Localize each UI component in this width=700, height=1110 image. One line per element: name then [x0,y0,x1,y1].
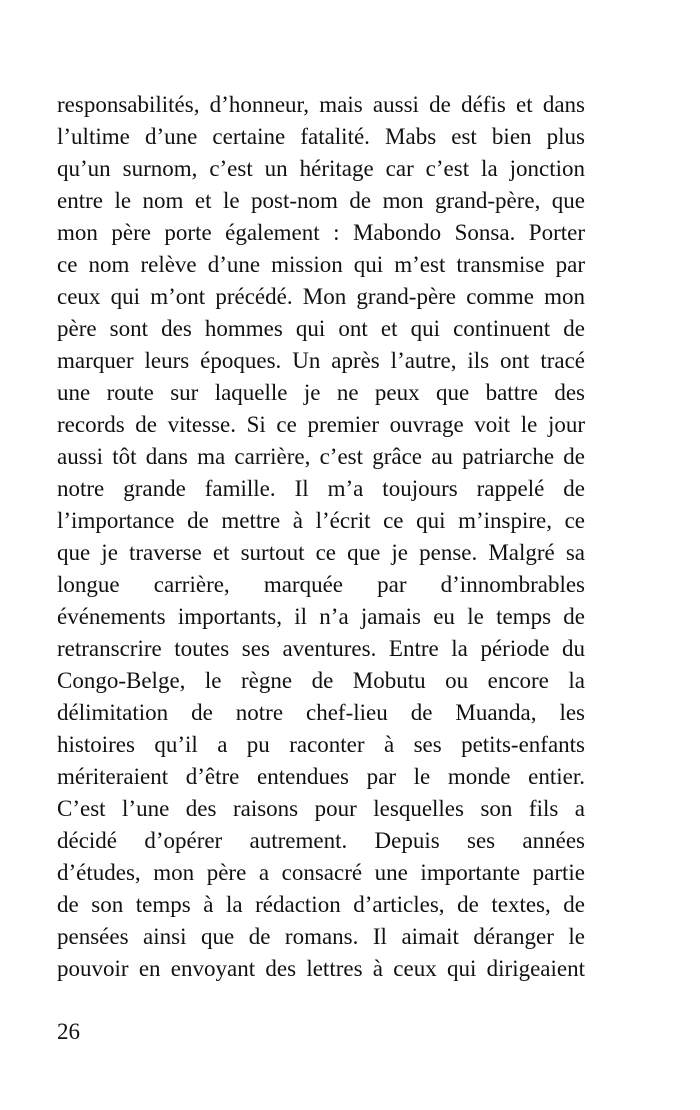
text-line: l’importance de mettre à l’écrit ce qui m’inspire, ce [57,508,585,533]
text-line: ceux qui m’ont précédé. Mon grand-père comme mon [57,284,585,309]
text-line: marquer leurs époques. Un après l’autre, ils ont tracé [57,348,585,373]
text-line: père sont des hommes qui ont et qui continuent de [57,316,585,341]
text-line: qu’un surnom, c’est un héritage car c’est la jonction [57,156,585,181]
page-number: 26 [57,1019,80,1044]
text-line: entre le nom et le post-nom de mon grand-père, que [57,188,585,213]
text-line: C’est l’une des raisons pour lesquelles son fils a [57,796,585,821]
text-line: retranscrire toutes ses aventures. Entre la période du [57,636,585,661]
text-line: une route sur laquelle je ne peux que battre des [57,380,585,405]
text-line: mériteraient d’être entendues par le monde entier. [57,764,585,789]
text-line: de son temps à la rédaction d’articles, de textes, de [57,892,585,917]
text-line: pouvoir en envoyant des lettres à ceux qui dirigeaient [57,956,585,981]
body-paragraph [57,89,585,985]
text-line: mon père porte également : Mabondo Sonsa. Porter [57,220,585,245]
text-line: ce nom relève d’une mission qui m’est transmise par [57,252,585,277]
text-line: Congo-Belge, le règne de Mobutu ou encore la [57,668,585,693]
text-line: événements importants, il n’a jamais eu le temps de [57,604,585,629]
text-line: décidé d’opérer autrement. Depuis ses années [57,828,585,853]
text-line: notre grande famille. Il m’a toujours rappelé de [57,476,585,501]
text-line: délimitation de notre chef-lieu de Muanda, les [57,700,585,725]
text-line: histoires qu’il a pu raconter à ses petits-enfants [57,732,585,757]
text-line: aussi tôt dans ma carrière, c’est grâce au patriarche de [57,444,585,469]
text-line: records de vitesse. Si ce premier ouvrage voit le jour [57,412,585,437]
text-line: que je traverse et surtout ce que je pense. Malgré sa [57,540,585,565]
text-line: longue carrière, marquée par d’innombrables [57,572,585,597]
text-line: responsabilités, d’honneur, mais aussi de défis et dans [57,92,585,117]
text-line: d’études, mon père a consacré une importante partie [57,860,585,885]
text-line: pensées ainsi que de romans. Il aimait déranger le [57,924,585,949]
text-line: l’ultime d’une certaine fatalité. Mabs est bien plus [57,124,585,149]
